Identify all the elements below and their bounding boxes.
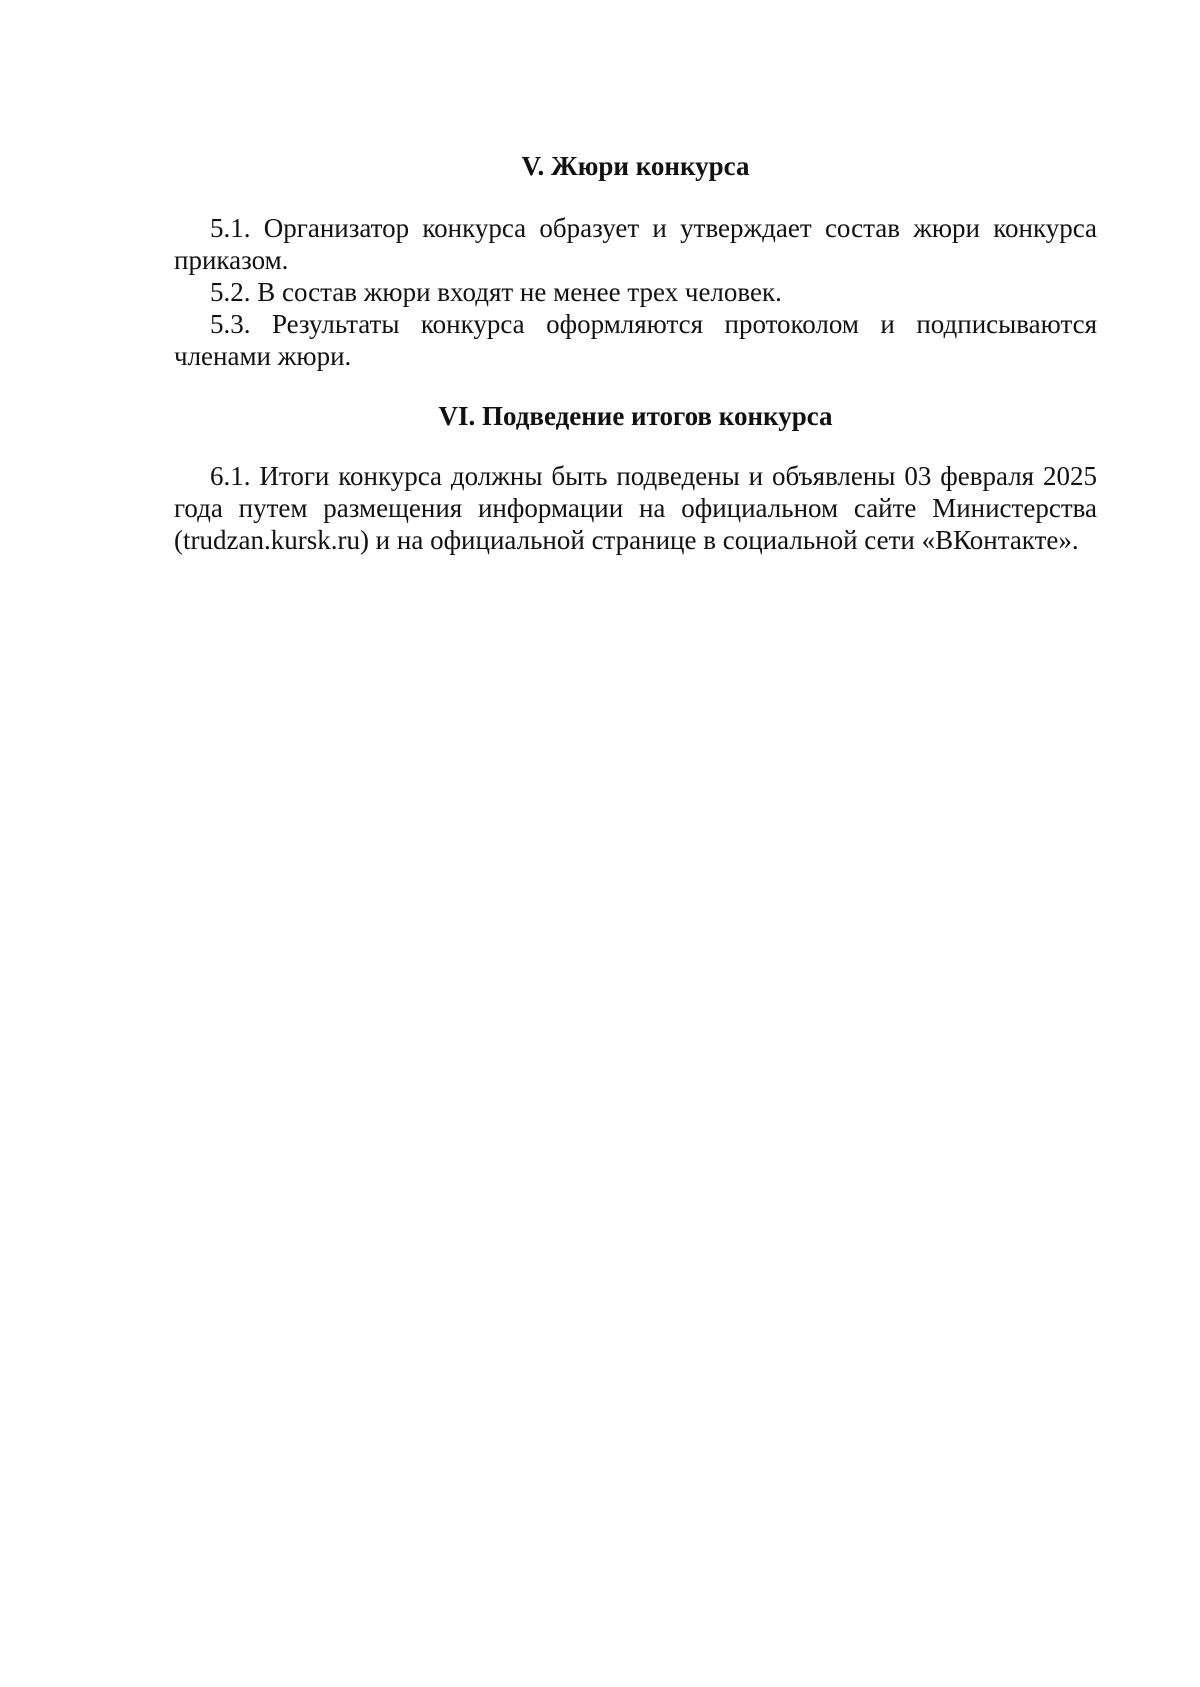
paragraph-5-3: 5.3. Результаты конкурса оформляются протоколом и подписываются членами жюри. bbox=[174, 309, 1097, 371]
paragraph-6-1: 6.1. Итоги конкурса должны быть подведены и объявлены 03 февраля 2025 года путем размещения информации на официальном сайте Министерства (trudzan.kursk.ru) и на официальной странице в социальной сети «ВКонтакте». bbox=[174, 461, 1097, 555]
section-6-heading: VI. Подведение итогов конкурса bbox=[438, 401, 833, 431]
section-5-body bbox=[174, 212, 1097, 372]
section-6-body bbox=[174, 460, 1097, 556]
section-5-heading: V. Жюри конкурса bbox=[521, 151, 750, 181]
paragraph-5-1: 5.1. Организатор конкурса образует и утверждает состав жюри конкурса приказом. bbox=[174, 213, 1097, 275]
paragraph-5-2: 5.2. В состав жюри входят не менее трех человек. bbox=[210, 277, 782, 307]
